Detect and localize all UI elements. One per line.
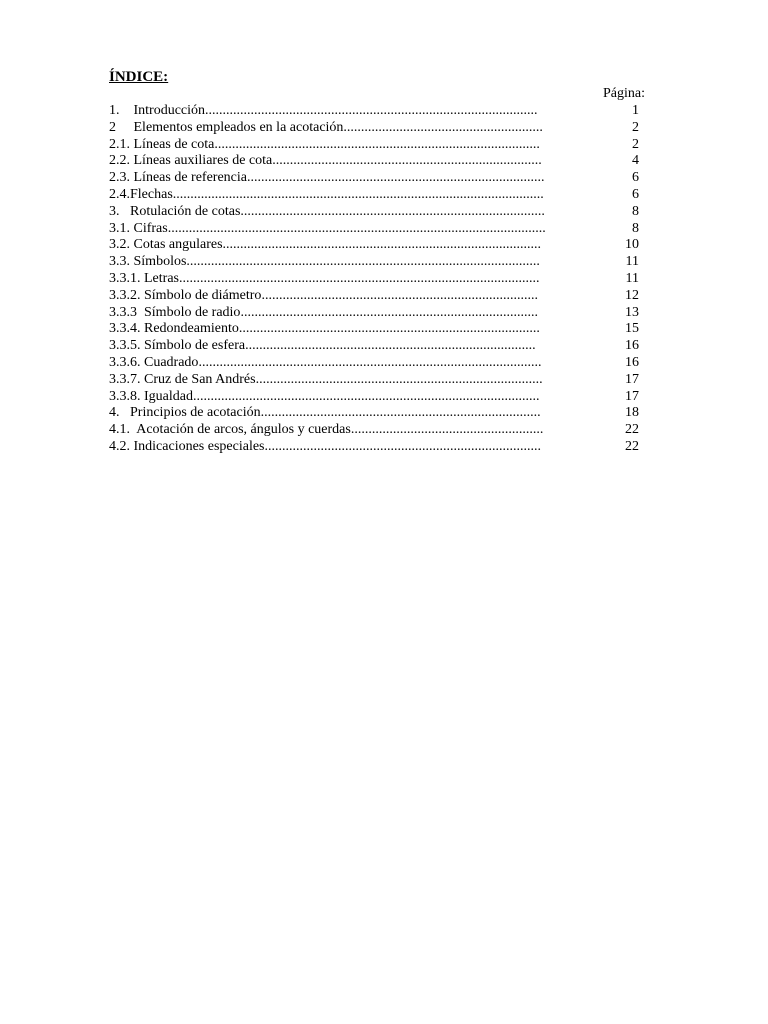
toc-dot-leader: ........................................................................................... [222, 237, 542, 253]
toc-entry [109, 389, 649, 406]
toc-entry-title: 4. Principios de acotación [109, 405, 261, 421]
toc-dot-leader: ......................................................... [343, 119, 543, 135]
toc-entry-title: 3.3.4. Redondeamiento [109, 321, 239, 337]
toc-entry [109, 187, 649, 204]
toc-page-number: 17 [625, 371, 639, 387]
toc-entry [109, 254, 649, 271]
toc-page-number: 8 [632, 220, 639, 236]
toc-entry-title: 3.1. Cifras [109, 220, 168, 236]
toc-page-number: 16 [625, 354, 639, 370]
toc-entry-title: 3.3. Símbolos [109, 254, 187, 270]
toc-entry-title: 2.3. Líneas de referencia [109, 170, 247, 186]
toc-dot-leader: ...................................................................................... [238, 321, 540, 337]
table-of-contents [109, 103, 649, 456]
toc-entry [109, 237, 649, 254]
toc-page-number: 17 [625, 388, 639, 404]
toc-entry-title: 3.3.8. Igualdad [109, 388, 193, 404]
toc-entry [109, 221, 649, 238]
toc-entry-title: 4.2. Indicaciones especiales [109, 438, 265, 454]
toc-entry-title: 3.3.6. Cuadrado [109, 354, 199, 370]
toc-entry [109, 137, 649, 154]
toc-entry-title: 3.3.5. Símbolo de esfera [109, 338, 246, 354]
page-column-label: Página: [603, 86, 645, 101]
toc-dot-leader: ............................................................................................. [214, 136, 540, 152]
toc-page-number: 10 [625, 237, 639, 253]
toc-dot-leader: ..................................................................................... [246, 170, 545, 186]
toc-page-number: 2 [632, 119, 639, 135]
toc-entry-title: 3. Rotulación de cotas [109, 203, 241, 219]
toc-entry-title: 3.3.7. Cruz de San Andrés [109, 371, 256, 387]
toc-page-number: 18 [625, 405, 639, 421]
toc-entry [109, 338, 649, 355]
toc-entry [109, 405, 649, 422]
toc-entry [109, 439, 649, 456]
toc-dot-leader: ............................................................................... [264, 438, 541, 454]
toc-dot-leader: ..................................................................................... [240, 304, 538, 320]
toc-entry [109, 355, 649, 372]
toc-page-number: 11 [625, 254, 639, 270]
toc-dot-leader: .................................................................................. [255, 371, 543, 387]
toc-entry [109, 321, 649, 338]
toc-entry-title: 2 Elementos empleados en la acotación [109, 119, 344, 135]
toc-entry [109, 170, 649, 187]
toc-dot-leader: ................................................................................................... [192, 388, 540, 404]
toc-page-number: 12 [625, 287, 639, 303]
toc-page-number: 6 [632, 170, 639, 186]
toc-entry [109, 120, 649, 137]
toc-page-number: 6 [632, 186, 639, 202]
toc-entry [109, 422, 649, 439]
toc-dot-leader: ............................................................................. [272, 153, 542, 169]
toc-dot-leader: ....................................................... [350, 422, 544, 438]
toc-entry [109, 204, 649, 221]
toc-dot-leader: ................................................................................ [260, 405, 541, 421]
toc-entry-title: 3.2. Cotas angulares [109, 237, 223, 253]
toc-page-number: 8 [632, 203, 639, 219]
toc-entry-title: 3.3.1. Letras [109, 270, 179, 286]
toc-entry [109, 372, 649, 389]
toc-dot-leader: ................................................................................... [245, 338, 536, 354]
toc-dot-leader: ..................................................................................................... [186, 254, 540, 270]
toc-entry [109, 153, 649, 170]
toc-dot-leader: .......................................................................................................... [172, 186, 544, 202]
toc-entry-title: 1. Introducción [109, 103, 206, 118]
toc-entry [109, 103, 649, 120]
toc-page-number: 15 [625, 321, 639, 337]
toc-dot-leader: ....................................................................................... [240, 203, 545, 219]
toc-page-number: 4 [632, 153, 639, 169]
toc-entry [109, 271, 649, 288]
toc-entry-title: 2.2. Líneas auxiliares de cota [109, 153, 273, 169]
index-heading: ÍNDICE: [109, 69, 169, 85]
toc-page-number: 13 [625, 304, 639, 320]
toc-page-number: 11 [625, 270, 639, 286]
toc-page-number: 22 [625, 438, 639, 454]
toc-entry-title: 4.1. Acotación de arcos, ángulos y cuerdas [109, 422, 351, 438]
toc-entry-title: 3.3.2. Símbolo de diámetro [109, 287, 262, 303]
toc-entry [109, 305, 649, 322]
toc-entry-title: 3.3.3 Símbolo de radio [109, 304, 241, 320]
toc-entry [109, 288, 649, 305]
toc-dot-leader: ............................................................................... [261, 287, 538, 303]
toc-dot-leader: .................................................................................................. [198, 354, 542, 370]
toc-page-number: 1 [632, 103, 639, 118]
toc-dot-leader: ....................................................................................................... [178, 270, 540, 286]
toc-page-number: 22 [625, 422, 639, 438]
toc-dot-leader: ............................................................................................................ [167, 220, 546, 236]
toc-page-number: 16 [625, 338, 639, 354]
toc-entry-title: 2.4.Flechas [109, 186, 173, 202]
toc-entry-title: 2.1. Líneas de cota [109, 136, 215, 152]
toc-page-number: 2 [632, 136, 639, 152]
toc-dot-leader: ............................................................................................... [205, 103, 538, 118]
